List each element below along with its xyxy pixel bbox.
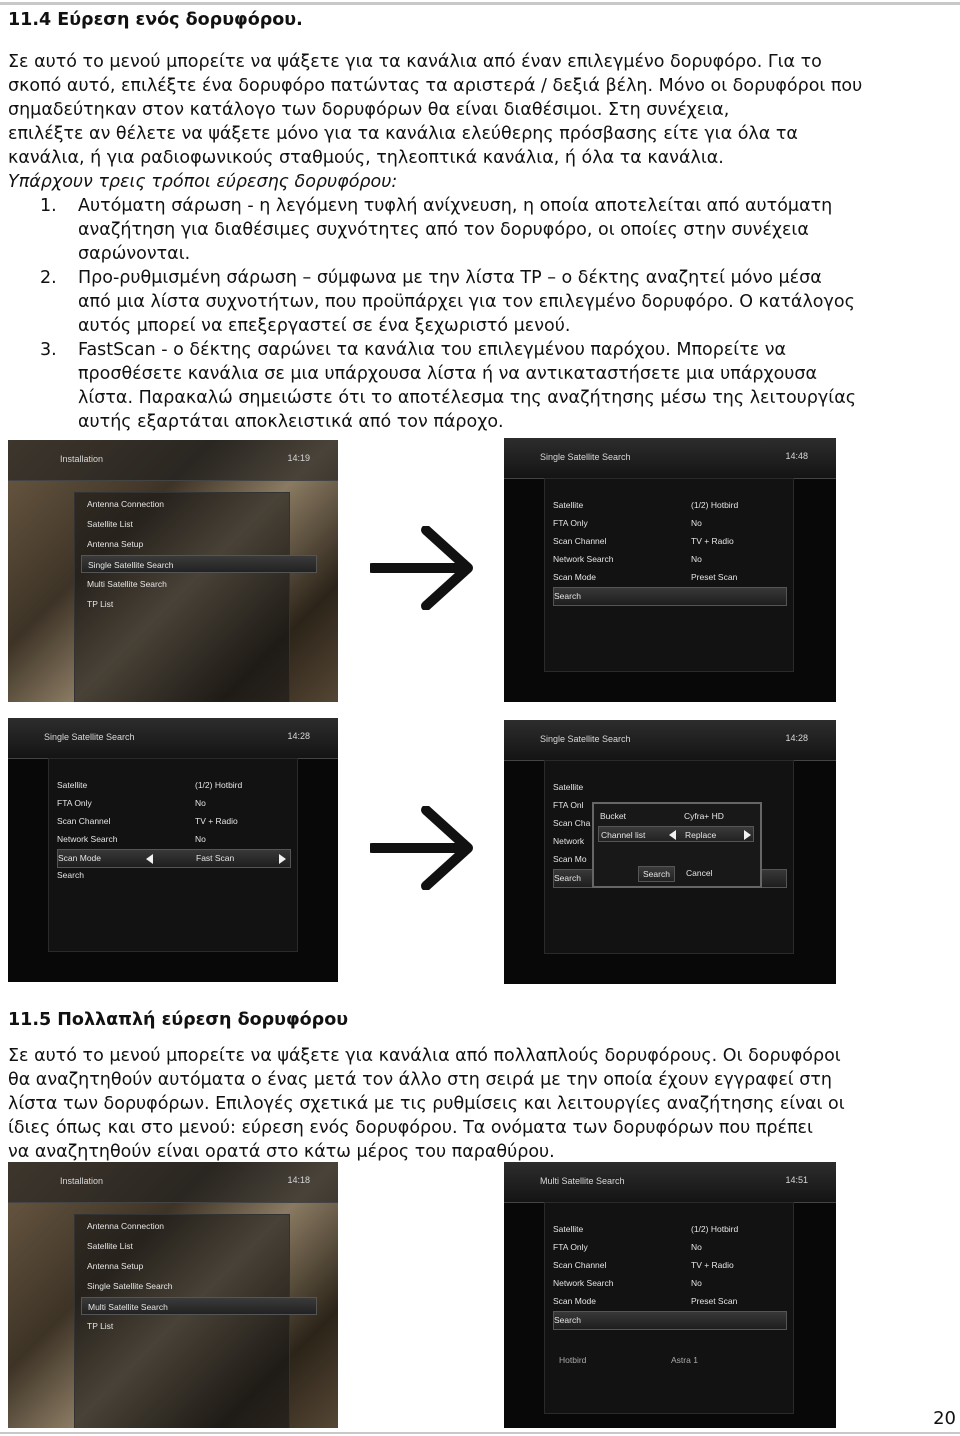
setting-label: Satellite [553, 500, 584, 510]
dialog-search-button[interactable]: Search [638, 866, 675, 882]
screen-title: Installation [60, 1176, 104, 1186]
text-line: να αναζητηθούν είναι ορατά στο κάτω μέρος του παραθύρου. [8, 1142, 555, 1162]
setting-label: FTA Onl [553, 800, 584, 810]
setting-value: TV + Radio [691, 1260, 734, 1270]
setting-value: No [195, 834, 206, 844]
bottom-rule [0, 1432, 960, 1434]
setting-row[interactable] [553, 1293, 785, 1310]
menu-item-satellite-list[interactable]: Satellite List [87, 1241, 133, 1251]
left-arrow-icon[interactable] [669, 830, 676, 840]
menu-item-tp-list[interactable]: TP List [87, 1321, 114, 1331]
setting-value: No [195, 798, 206, 808]
text-line: Προ-ρυθμισμένη σάρωση – σύμφωνα με την λίστα TP – ο δέκτης αναζητεί μόνο μέσα [78, 268, 822, 288]
setting-label: FTA Only [553, 518, 588, 528]
text-line: κανάλια, ή για ραδιοφωνικούς σταθμούς, τηλεοπτικά κανάλια, ή όλα τα κανάλια. [8, 148, 724, 168]
text-line: λίστα. Παρακαλώ σημειώστε ότι το αποτέλεσμα της αναζήτησης μέσω της λειτουργίας [78, 388, 856, 408]
setting-label: Scan Mode [553, 572, 596, 582]
screen-title: Single Satellite Search [44, 732, 135, 742]
single-satellite-search-fastscan-screenshot [8, 718, 338, 982]
text-line: επιλέξτε αν θέλετε να ψάξετε μόνο για τα κανάλια ελεύθερης πρόσβασης είτε για όλα τα [8, 124, 798, 144]
setting-value: No [691, 1242, 702, 1252]
setting-value: TV + Radio [691, 536, 734, 546]
dialog-value: Replace [685, 830, 717, 840]
multi-satellite-search-screenshot [504, 1162, 836, 1428]
text-line: Σε αυτό το μενού μπορείτε να ψάξετε για κανάλια από πολλαπλούς δορυφόρους. Οι δορυφόροι [8, 1046, 841, 1066]
setting-value: No [691, 1278, 702, 1288]
menu-item-satellite-list[interactable]: Satellite List [87, 519, 133, 529]
text-line: αυτής εξαρτάται αποκλειστικά από τον πάροχο. [78, 412, 504, 432]
setting-label: Scan Mode [553, 1296, 596, 1306]
dialog-label: Bucket [600, 811, 626, 821]
screen-time: 14:28 [785, 733, 808, 743]
setting-row[interactable] [553, 1221, 785, 1238]
text-line: αυτός μπορεί να επεξεργαστεί σε ένα ξεχωριστό μενού. [78, 316, 571, 336]
screen-title: Single Satellite Search [540, 452, 631, 462]
dialog-label: Channel list [601, 830, 646, 840]
text-line: προσθέσετε κανάλια σε μια υπάρχουσα λίστα ή να αντικαταστήσετε μια υπάρχουσα [78, 364, 818, 384]
setting-row[interactable] [553, 569, 785, 586]
text-line: λίστα των δορυφόρων. Επιλογές σχετικά με τις ρυθμίσεις και λειτουργίες αναζήτησης είναι οι [8, 1094, 845, 1114]
text-line: Σε αυτό το μενού μπορείτε να ψάξετε για τα κανάλια από έναν επιλεγμένο δορυφόρο. Για το [8, 52, 822, 72]
menu-item-antenna-setup[interactable]: Antenna Setup [87, 539, 144, 549]
setting-value: TV + Radio [195, 816, 238, 826]
setting-label: Network Search [553, 554, 614, 564]
menu-item-antenna-setup[interactable]: Antenna Setup [87, 1261, 144, 1271]
setting-label: Search [554, 591, 581, 601]
list-item [8, 338, 953, 434]
list-number: 2. [40, 268, 57, 288]
setting-label: Satellite [553, 782, 584, 792]
menu-item-tp-list[interactable]: TP List [87, 599, 114, 609]
setting-value: (1/2) Hotbird [691, 500, 739, 510]
setting-label: Search [57, 870, 84, 880]
list-number: 3. [40, 340, 57, 360]
satellite-name-label: Hotbird [559, 1355, 587, 1365]
text-line: σκοπό αυτό, επιλέξτε ένα δορυφόρο πατώντας τα αριστερά / δεξιά βέλη. Μόνο οι δορυφόροι που [8, 76, 863, 96]
right-arrow-icon[interactable] [744, 830, 751, 840]
setting-value: Preset Scan [691, 1296, 738, 1306]
setting-label: Scan Mode [58, 853, 101, 863]
right-arrow-icon [370, 806, 476, 890]
list-item [8, 266, 953, 338]
setting-value: Fast Scan [196, 853, 235, 863]
single-satellite-search-screenshot [504, 438, 836, 702]
list-item [8, 194, 953, 266]
setting-row[interactable] [553, 1239, 785, 1256]
menu-item-antenna-connection[interactable]: Antenna Connection [87, 1221, 165, 1231]
screen-time: 14:48 [785, 451, 808, 461]
screen-title: Installation [60, 454, 104, 464]
setting-value: No [691, 554, 702, 564]
text-line: FastScan - ο δέκτης σαρώνει τα κανάλια του επιλεγμένου παρόχου. Μπορείτε να [78, 340, 787, 360]
setting-value: No [691, 518, 702, 528]
right-arrow-icon[interactable] [279, 854, 286, 864]
menu-item-multi-satellite-search[interactable]: Multi Satellite Search [81, 1297, 317, 1315]
top-rule [0, 2, 960, 5]
setting-label: Satellite [57, 780, 88, 790]
search-settings-panel [48, 758, 298, 952]
installation-menu-screenshot [8, 440, 338, 702]
installation-menu [74, 1214, 290, 1428]
page-number: 20 [933, 1408, 956, 1429]
search-button[interactable] [553, 1311, 787, 1330]
search-settings-panel [544, 1202, 794, 1414]
bucket-row[interactable] [598, 808, 754, 824]
setting-row[interactable] [57, 777, 289, 794]
setting-label: Network [553, 836, 585, 846]
menu-item-single-satellite-search[interactable]: Single Satellite Search [87, 1281, 173, 1291]
fastscan-dialog [592, 802, 762, 888]
text-line: θα αναζητηθούν αυτόματα ο ένας μετά τον άλλο στη σειρά με την οποία έχουν εγγραφεί στη [8, 1070, 832, 1090]
setting-value: (1/2) Hotbird [195, 780, 243, 790]
scan-mode-selector[interactable] [57, 849, 291, 868]
text-line: αναζήτηση για διαθέσιμες συχνότητες από τον δορυφόρο, οι οποίες στην συνέχεια [78, 220, 809, 240]
right-arrow-icon [370, 526, 476, 610]
setting-label: Scan Channel [553, 536, 607, 546]
text-line: σημαδεύτηκαν στον κατάλογο των δορυφόρων θα είναι διαθέσιμοι. Στη συνέχεια, [8, 100, 730, 120]
setting-label: Search [554, 873, 581, 883]
setting-value: (1/2) Hotbird [691, 1224, 739, 1234]
search-button[interactable] [57, 867, 289, 884]
setting-label: Scan Channel [553, 1260, 607, 1270]
italic-intro-line: Υπάρχουν τρεις τρόποι εύρεσης δορυφόρου: [8, 172, 398, 192]
section-11-4-paragraph [8, 50, 953, 194]
text-line: ίδιες όπως και στο μενού: εύρεση ενός δορυφόρου. Τα ονόματα των δορυφόρων που πρέπει [8, 1118, 813, 1138]
setting-label: Scan Cha [553, 818, 591, 828]
screen-time: 14:19 [287, 453, 310, 463]
screen-time: 14:28 [287, 731, 310, 741]
satellite-name-label: Astra 1 [671, 1355, 698, 1365]
screen-time: 14:18 [287, 1175, 310, 1185]
fastscan-dialog-screenshot [504, 720, 836, 984]
menu-item-antenna-connection[interactable]: Antenna Connection [87, 499, 165, 509]
setting-row[interactable] [553, 1275, 785, 1292]
setting-label: Network Search [57, 834, 118, 844]
setting-value: Preset Scan [691, 572, 738, 582]
dialog-value: Cyfra+ HD [684, 811, 724, 821]
section-11-5-paragraph [8, 1044, 953, 1164]
dialog-cancel-button[interactable]: Cancel [686, 868, 713, 878]
setting-row[interactable] [57, 813, 289, 830]
setting-label: Search [554, 1315, 581, 1325]
setting-label: FTA Only [553, 1242, 588, 1252]
setting-label: Scan Channel [57, 816, 111, 826]
search-button[interactable] [553, 587, 787, 606]
setting-row[interactable] [553, 779, 785, 796]
channel-list-selector[interactable] [598, 826, 754, 842]
menu-item-multi-satellite-search[interactable]: Multi Satellite Search [87, 579, 167, 589]
setting-label: Satellite [553, 1224, 584, 1234]
menu-item-single-satellite-search[interactable]: Single Satellite Search [81, 555, 317, 573]
setting-row[interactable] [553, 551, 785, 568]
text-line: Αυτόματη σάρωση - η λεγόμενη τυφλή ανίχνευση, η οποία αποτελείται από αυτόματη [78, 196, 833, 216]
text-line: σαρώνονται. [78, 244, 191, 264]
list-number: 1. [40, 196, 57, 216]
setting-label: Network Search [553, 1278, 614, 1288]
scan-methods-list [8, 194, 953, 434]
installation-menu [74, 492, 290, 702]
section-title-11-5: 11.5 Πολλαπλή εύρεση δορυφόρου [8, 1010, 349, 1030]
setting-row[interactable] [57, 831, 289, 848]
screen-title: Single Satellite Search [540, 734, 631, 744]
search-settings-panel [544, 478, 794, 672]
setting-row[interactable] [57, 795, 289, 812]
setting-row[interactable] [553, 515, 785, 532]
setting-row[interactable] [553, 497, 785, 514]
setting-row[interactable] [553, 1257, 785, 1274]
setting-label: Scan Mo [553, 854, 587, 864]
installation-menu-screenshot-2 [8, 1162, 338, 1428]
section-title-11-4: 11.4 Εύρεση ενός δορυφόρου. [8, 10, 303, 30]
left-arrow-icon[interactable] [146, 854, 153, 864]
text-line: από μια λίστα συχνοτήτων, που προϋπάρχει για τον επιλεγμένο δορυφόρο. Ο κατάλογος [78, 292, 855, 312]
setting-label: FTA Only [57, 798, 92, 808]
screen-time: 14:51 [785, 1175, 808, 1185]
screen-title: Multi Satellite Search [540, 1176, 625, 1186]
setting-row[interactable] [553, 533, 785, 550]
